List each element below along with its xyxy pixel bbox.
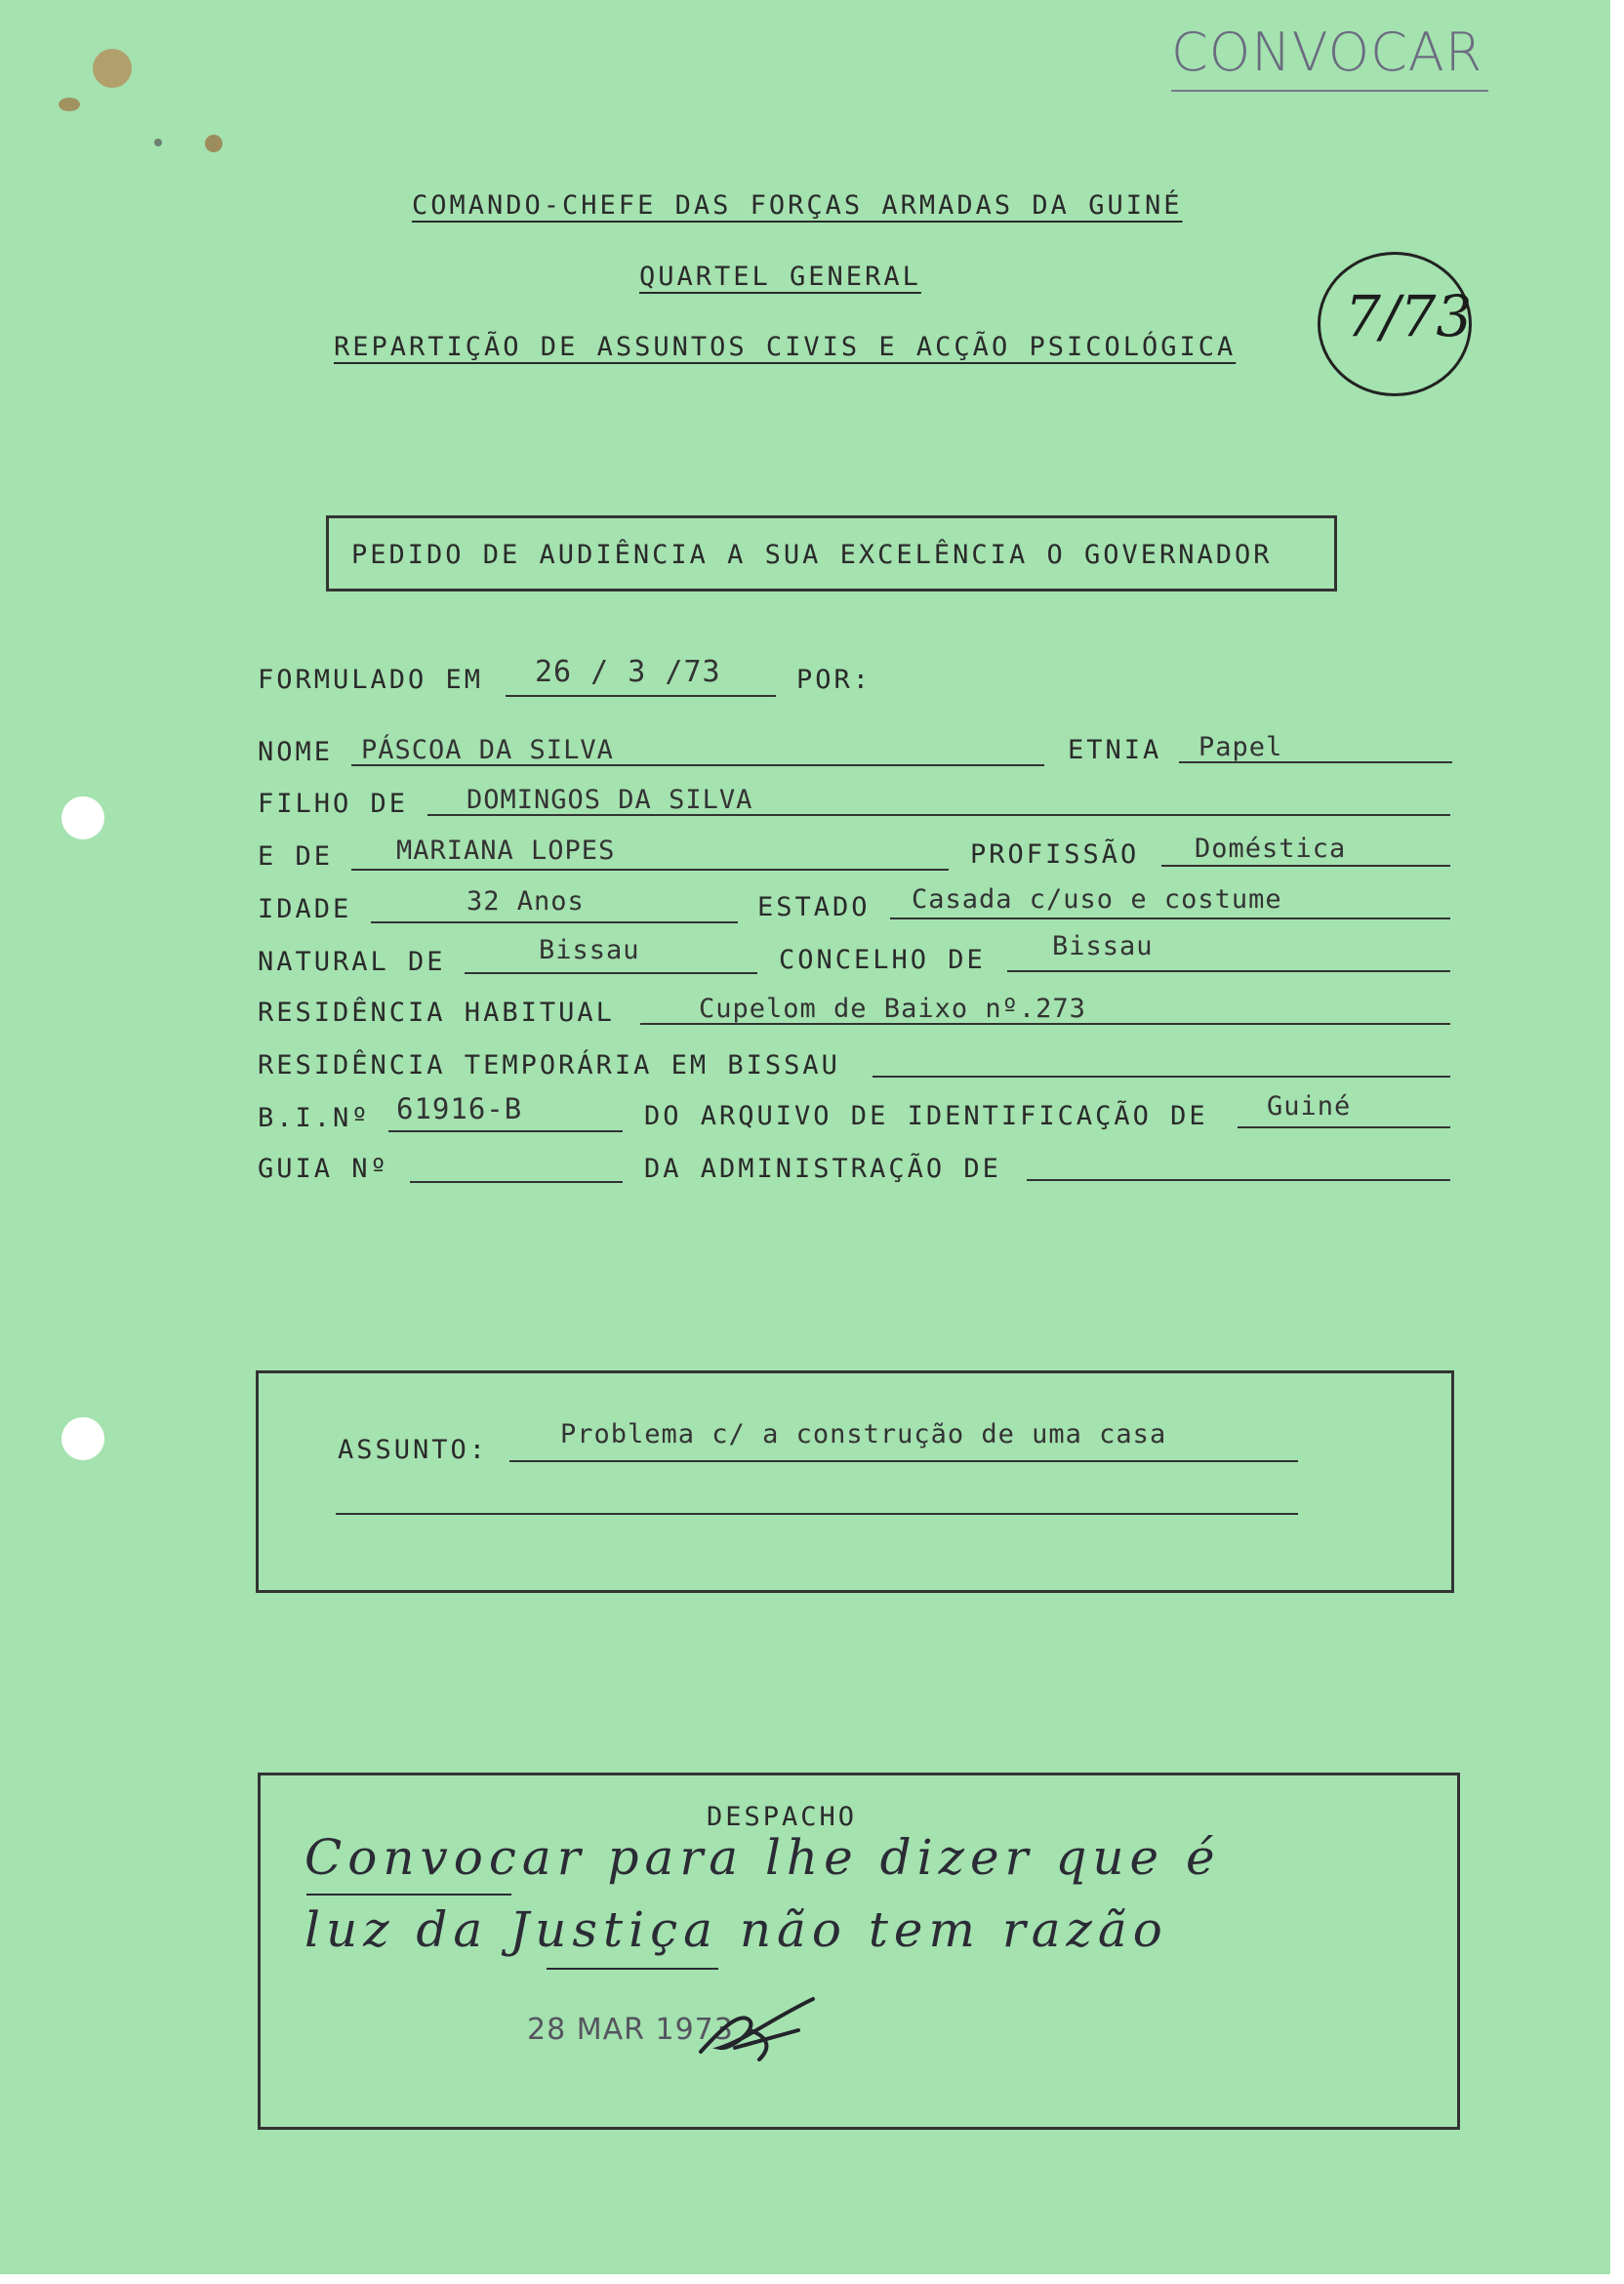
assunto-line-1 — [509, 1460, 1298, 1462]
guia-line — [410, 1181, 623, 1183]
ede-line — [351, 869, 949, 871]
header-quartel: QUARTEL GENERAL — [639, 262, 921, 292]
convocar-annotation: CONVOCAR — [1171, 21, 1483, 83]
estado-label: ESTADO — [757, 892, 871, 922]
punch-hole — [61, 796, 104, 839]
arquivo-line — [1238, 1126, 1450, 1128]
rust-stain — [205, 135, 223, 152]
idade-label: IDADE — [258, 894, 352, 924]
bi-line — [388, 1130, 623, 1132]
nome-value: PÁSCOA DA SILVA — [361, 735, 614, 765]
assunto-box — [256, 1370, 1454, 1593]
natural-line — [465, 972, 757, 974]
despacho-handwriting-1: Convocar para lhe dizer que é — [304, 1829, 1221, 1886]
admin-label: DA ADMINISTRAÇÃO DE — [644, 1154, 1001, 1184]
justica-handwritten-underline — [547, 1968, 718, 1970]
assunto-label: ASSUNTO: — [338, 1435, 489, 1465]
res-habitual-label: RESIDÊNCIA HABITUAL — [258, 998, 615, 1028]
rust-stain — [59, 98, 80, 111]
bi-label: B.I.Nº — [258, 1103, 371, 1133]
formulado-value: 26 / 3 /73 — [535, 655, 721, 689]
guia-label: GUIA Nº — [258, 1154, 389, 1184]
profissao-line — [1161, 865, 1450, 867]
por-label: POR: — [796, 665, 873, 695]
page-edge — [1610, 0, 1624, 2284]
arquivo-label: DO ARQUIVO DE IDENTIFICAÇÃO DE — [644, 1101, 1208, 1131]
initials-signature — [691, 1991, 828, 2069]
bi-value: 61916-B — [396, 1092, 523, 1125]
file-number: 7/73 — [1345, 283, 1473, 349]
date-stamp: 28 MAR 1973 — [527, 2013, 734, 2047]
natural-value: Bissau — [539, 935, 640, 965]
formulado-line — [506, 695, 776, 697]
ede-label: E DE — [258, 841, 334, 872]
rust-stain — [93, 49, 132, 88]
filho-value: DOMINGOS DA SILVA — [467, 785, 753, 815]
admin-line — [1027, 1179, 1450, 1181]
ede-value: MARIANA LOPES — [396, 836, 616, 866]
res-habitual-value: Cupelom de Baixo nº.273 — [699, 994, 1086, 1024]
idade-line — [371, 921, 738, 923]
arquivo-value: Guiné — [1267, 1091, 1352, 1122]
rust-stain — [154, 139, 162, 146]
profissao-label: PROFISSÃO — [970, 839, 1140, 870]
header-command: COMANDO-CHEFE DAS FORÇAS ARMADAS DA GUINÉ — [412, 190, 1183, 221]
nome-label: NOME — [258, 737, 334, 767]
assunto-value: Problema c/ a construção de uma casa — [560, 1419, 1167, 1449]
despacho-handwriting-2: luz da Justiça não tem razão — [304, 1901, 1168, 1958]
formulado-label: FORMULADO EM — [258, 665, 484, 695]
res-temp-label: RESIDÊNCIA TEMPORÁRIA EM BISSAU — [258, 1050, 840, 1081]
despacho-label: DESPACHO — [707, 1802, 858, 1832]
filho-label: FILHO DE — [258, 789, 409, 819]
header-reparticao: REPARTIÇÃO DE ASSUNTOS CIVIS E ACÇÃO PSICOLÓGICA — [334, 332, 1237, 362]
concelho-label: CONCELHO DE — [779, 945, 986, 975]
form-title: PEDIDO DE AUDIÊNCIA A SUA EXCELÊNCIA O GOVERNADOR — [351, 540, 1273, 570]
convocar-underline — [1171, 90, 1488, 92]
res-temp-line — [873, 1076, 1450, 1078]
estado-value: Casada c/uso e costume — [912, 884, 1282, 915]
concelho-line — [1007, 970, 1450, 972]
profissao-value: Doméstica — [1195, 834, 1347, 864]
convocar-handwritten-underline — [306, 1894, 511, 1896]
etnia-value: Papel — [1198, 732, 1283, 762]
concelho-value: Bissau — [1052, 931, 1154, 961]
natural-label: NATURAL DE — [258, 947, 446, 977]
estado-line — [890, 918, 1450, 919]
assunto-line-2 — [336, 1513, 1298, 1515]
idade-value: 32 Anos — [467, 886, 585, 917]
punch-hole — [61, 1417, 104, 1460]
etnia-label: ETNIA — [1068, 735, 1162, 765]
